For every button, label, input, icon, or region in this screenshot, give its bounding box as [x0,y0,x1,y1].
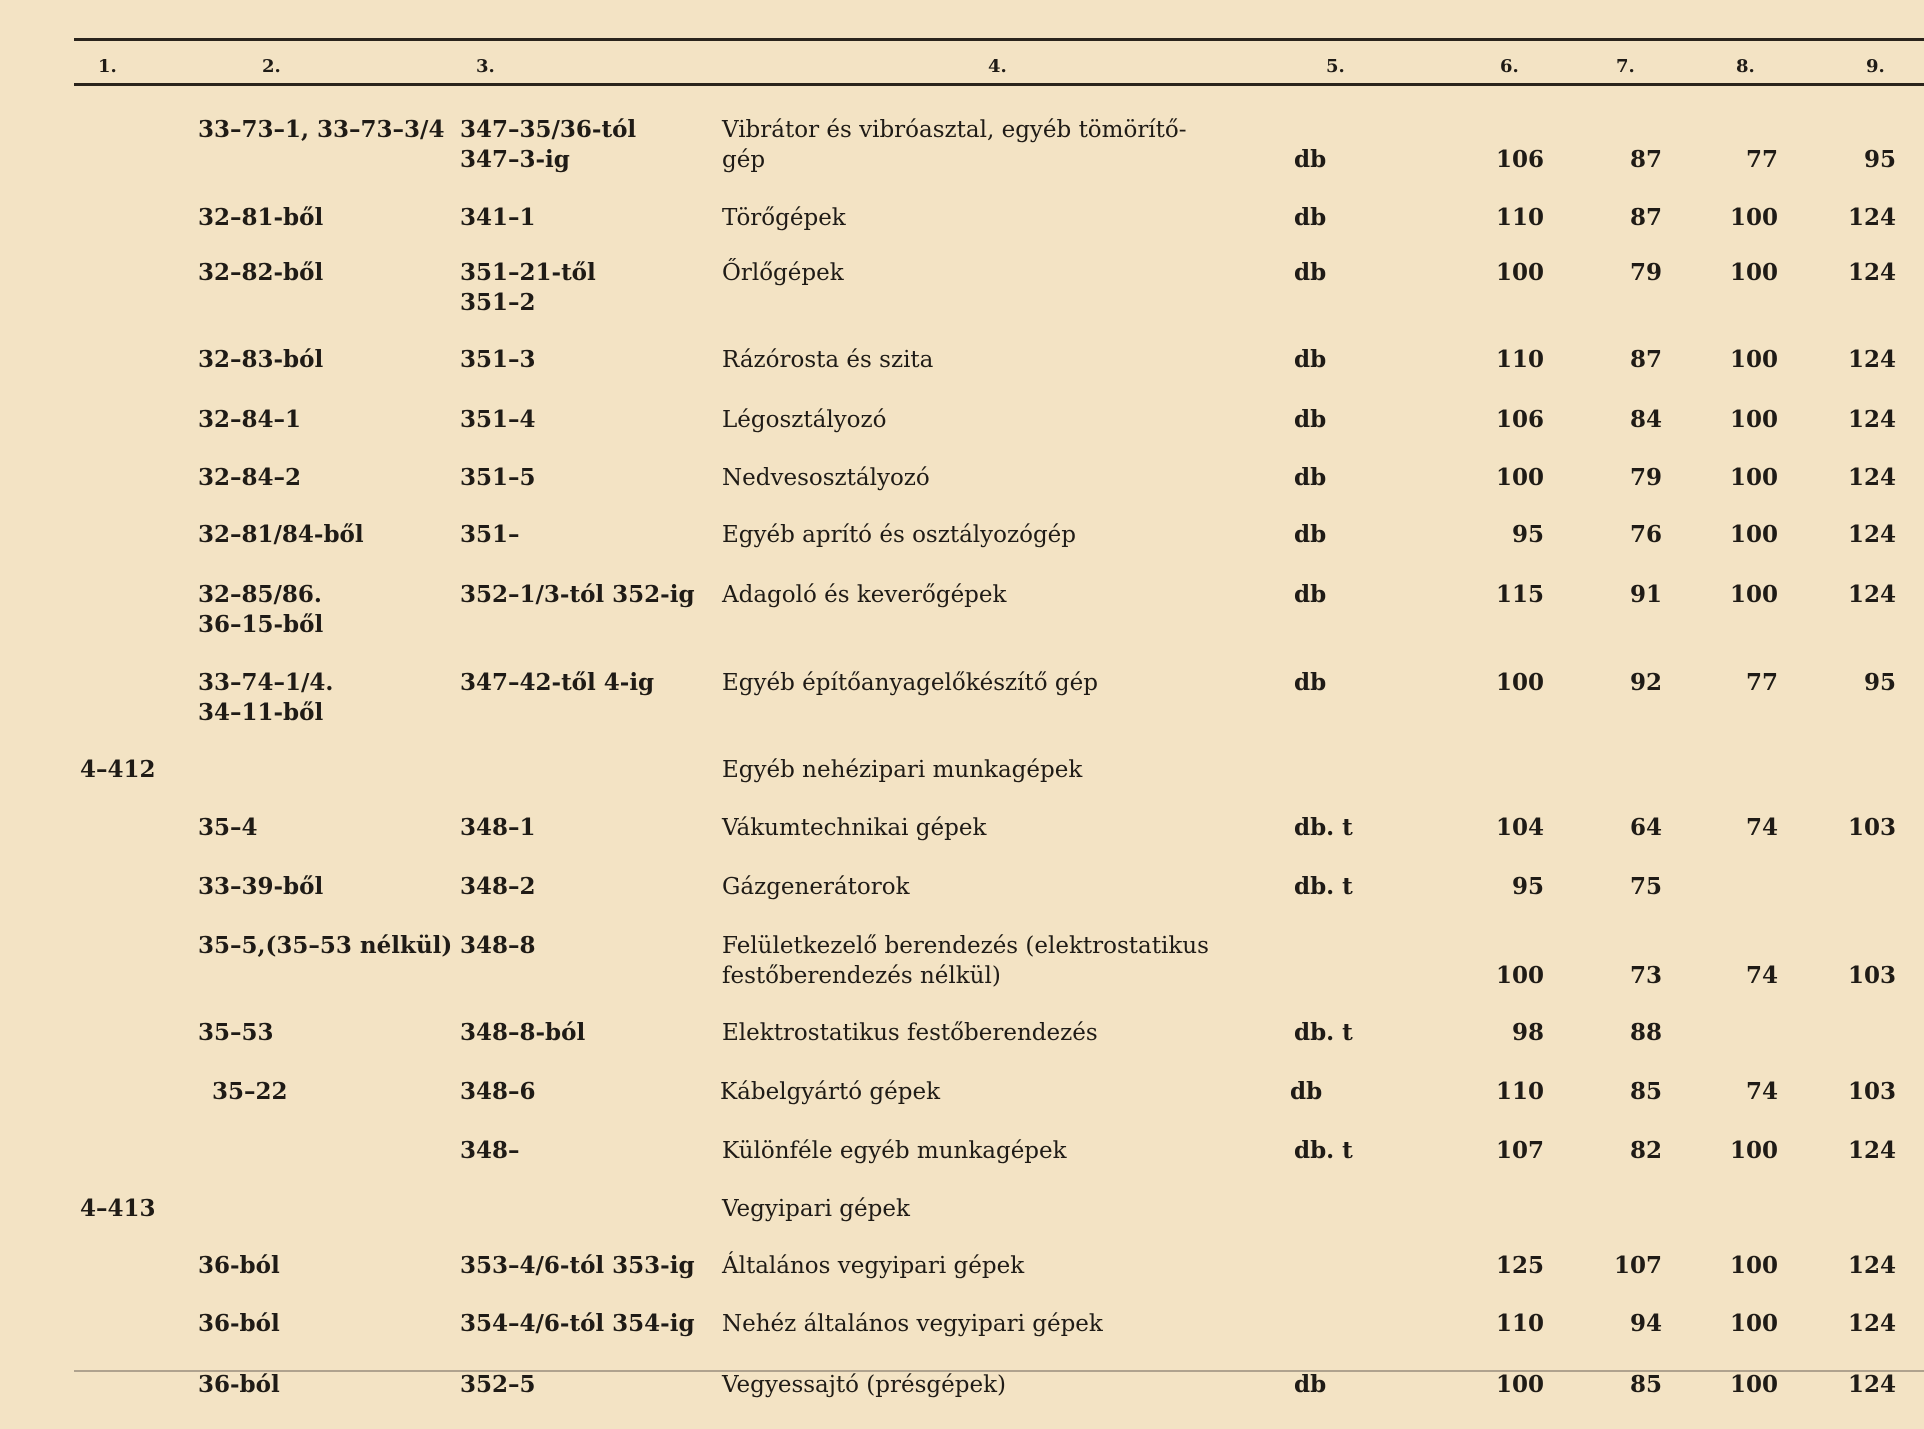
value-8: 74 [1745,962,1778,989]
value-7: 91 [1629,581,1662,608]
code-3: 352–1/3-tól 352-ig [460,581,695,608]
unit: db [1294,406,1327,433]
code-2: 33–73–1, 33–73–3/4 [198,116,445,143]
code-3: 348–2 [460,873,536,900]
section-code: 4–413 [80,1195,156,1222]
value-7: 87 [1629,346,1662,373]
unit: db. t [1294,814,1353,841]
description: Elektrostatikus festőberendezés [722,1020,1098,1046]
code-2: 36-ból [198,1310,280,1337]
value-6: 100 [1495,962,1544,989]
unit: db [1294,259,1327,286]
description-line2: festőberendezés nélkül) [722,963,1001,989]
value-9: 124 [1847,1371,1896,1398]
value-7: 73 [1629,962,1662,989]
value-9: 124 [1847,346,1896,373]
code-2: 32–84–1 [198,406,302,433]
description: Kábelgyártó gépek [720,1079,941,1105]
description: Nedvesosztályozó [722,465,930,491]
value-9: 124 [1847,1310,1896,1337]
code-2: 36-ból [198,1252,280,1279]
value-6: 115 [1495,581,1544,608]
code-3: 348– [460,1137,520,1164]
value-9: 124 [1847,1137,1896,1164]
code-3: 348–1 [460,814,536,841]
value-7: 94 [1629,1310,1662,1337]
col-header-4: 4. [988,56,1007,77]
col-header-9: 9. [1866,56,1885,77]
value-6: 106 [1495,146,1544,173]
unit: db [1294,521,1327,548]
unit: db [1294,204,1327,231]
value-6: 104 [1495,814,1544,841]
value-6: 100 [1495,464,1544,491]
value-7: 88 [1629,1019,1662,1046]
description: Nehéz általános vegyipari gépek [722,1311,1103,1337]
value-7: 84 [1629,406,1662,433]
value-8: 74 [1745,814,1778,841]
value-6: 125 [1495,1252,1544,1279]
code-3-line1: 347–35/36-tól [460,116,637,143]
value-8: 100 [1729,1371,1778,1398]
code-3: 351–4 [460,406,536,433]
description-line1: Felületkezelő berendezés (elektrostatikus [722,933,1209,959]
value-9: 124 [1847,581,1896,608]
code-3-line2: 347–3-ig [460,146,570,173]
code-3: 348–6 [460,1078,536,1105]
description: Általános vegyipari gépek [722,1253,1025,1279]
value-6: 100 [1495,259,1544,286]
description: Törőgépek [722,205,846,231]
section-title: Egyéb nehézipari munkagépek [722,757,1083,783]
header-rule [74,83,1924,86]
code-2-line1: 33–74–1/4. [198,669,334,696]
value-6: 110 [1495,1078,1544,1105]
value-9: 124 [1847,204,1896,231]
value-9: 95 [1863,146,1896,173]
description: Egyéb aprító és osztályozógép [722,522,1077,548]
col-header-1: 1. [98,56,117,77]
value-7: 75 [1629,873,1662,900]
value-8: 100 [1729,259,1778,286]
value-9: 124 [1847,259,1896,286]
value-6: 110 [1495,346,1544,373]
description-line2: gép [722,147,766,173]
value-6: 110 [1495,204,1544,231]
code-2: 32–81/84-ből [198,521,364,548]
value-8: 100 [1729,464,1778,491]
value-6: 100 [1495,669,1544,696]
code-3-line1: 351–21-től [460,259,596,286]
code-2: 32–82-ből [198,259,324,286]
code-2: 35–5,(35–53 nélkül) [198,932,453,959]
value-9: 103 [1847,814,1896,841]
value-9: 103 [1847,962,1896,989]
code-3: 353–4/6-tól 353-ig [460,1252,695,1279]
code-2-line2: 36–15-ből [198,611,324,638]
value-7: 85 [1629,1371,1662,1398]
value-8: 74 [1745,1078,1778,1105]
unit: db [1290,1078,1323,1105]
value-9: 124 [1847,521,1896,548]
code-2: 33–39-ből [198,873,324,900]
unit: db [1294,146,1327,173]
value-7: 87 [1629,204,1662,231]
unit: db [1294,1371,1327,1398]
code-3: 341–1 [460,204,536,231]
col-header-2: 2. [262,56,281,77]
value-6: 106 [1495,406,1544,433]
value-7: 92 [1629,669,1662,696]
value-7: 82 [1629,1137,1662,1164]
code-3-line2: 351–2 [460,289,536,316]
value-7: 76 [1629,521,1662,548]
description: Vegyessajtó (présgépek) [722,1372,1006,1398]
code-2 [198,580,323,640]
unit: db [1294,669,1327,696]
description: Adagoló és keverőgépek [722,582,1007,608]
value-9: 124 [1847,464,1896,491]
code-2: 35–53 [198,1019,274,1046]
value-6: 98 [1511,1019,1544,1046]
code-3: 352–5 [460,1371,536,1398]
col-header-5: 5. [1326,56,1345,77]
unit: db [1294,464,1327,491]
value-9: 95 [1863,669,1896,696]
code-3: 351–3 [460,346,536,373]
value-8: 100 [1729,1137,1778,1164]
value-7: 85 [1629,1078,1662,1105]
code-3: 348–8-ból [460,1019,586,1046]
value-6: 95 [1511,873,1544,900]
top-rule [74,38,1924,41]
value-6: 107 [1495,1137,1544,1164]
value-8: 100 [1729,1310,1778,1337]
value-6: 110 [1495,1310,1544,1337]
unit: db. t [1294,1137,1353,1164]
value-7: 107 [1613,1252,1662,1279]
description: Egyéb építőanyagelőkészítő gép [722,670,1098,696]
unit: db [1294,346,1327,373]
code-3: 348–8 [460,932,536,959]
unit: db. t [1294,873,1353,900]
col-header-7: 7. [1616,56,1635,77]
description [722,115,1187,175]
value-8: 100 [1729,581,1778,608]
value-7: 64 [1629,814,1662,841]
value-8: 77 [1745,146,1778,173]
value-8: 77 [1745,669,1778,696]
value-8: 100 [1729,346,1778,373]
code-2: 32–84–2 [198,464,302,491]
unit: db [1294,581,1327,608]
code-2-line1: 32–85/86. [198,581,322,608]
code-2: 32–81-ből [198,204,324,231]
code-3 [460,258,596,318]
code-2: 35–22 [212,1078,288,1105]
code-3: 351–5 [460,464,536,491]
code-2: 36-ból [198,1371,280,1398]
value-9: 124 [1847,1252,1896,1279]
description: Rázórosta és szita [722,347,934,373]
value-6: 95 [1511,521,1544,548]
value-8: 100 [1729,406,1778,433]
value-7: 79 [1629,464,1662,491]
description: Különféle egyéb munkagépek [722,1138,1067,1164]
code-3: 347–42-től 4-ig [460,669,655,696]
description: Gázgenerátorok [722,874,910,900]
code-2 [198,668,333,728]
col-header-3: 3. [476,56,495,77]
code-3: 354–4/6-tól 354-ig [460,1310,695,1337]
value-9: 103 [1847,1078,1896,1105]
value-6: 100 [1495,1371,1544,1398]
description: Őrlőgépek [722,260,844,286]
code-2: 35–4 [198,814,258,841]
section-code: 4–412 [80,756,156,783]
value-7: 79 [1629,259,1662,286]
section-title: Vegyipari gépek [722,1196,910,1222]
code-2: 32–83-ból [198,346,324,373]
description-line1: Vibrátor és vibróasztal, egyéb tömörítő- [722,117,1187,143]
col-header-6: 6. [1500,56,1519,77]
value-9: 124 [1847,406,1896,433]
description: Vákumtechnikai gépek [722,815,987,841]
description [722,931,1209,991]
code-3: 351– [460,521,520,548]
value-8: 100 [1729,1252,1778,1279]
col-header-8: 8. [1736,56,1755,77]
value-7: 87 [1629,146,1662,173]
value-8: 100 [1729,204,1778,231]
unit: db. t [1294,1019,1353,1046]
value-8: 100 [1729,521,1778,548]
code-2-line2: 34–11-ből [198,699,324,726]
description: Légosztályozó [722,407,887,433]
code-3 [460,115,636,175]
